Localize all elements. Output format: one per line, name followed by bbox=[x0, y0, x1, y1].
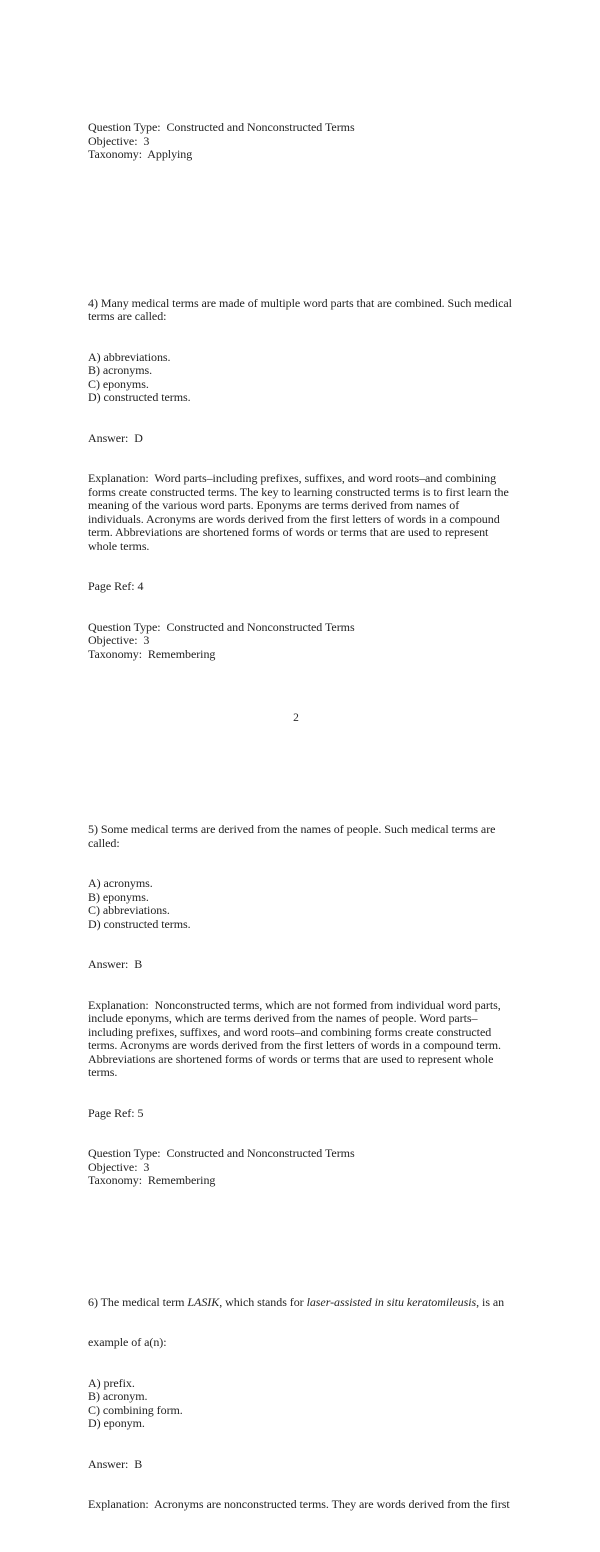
text-line: B) acronym. bbox=[88, 1389, 148, 1403]
blank-line bbox=[88, 729, 514, 743]
text-line: C) eponyms. bbox=[88, 376, 149, 391]
stem-text: 6) The medical term bbox=[88, 1294, 188, 1309]
question-4-block bbox=[88, 270, 514, 689]
question-4-explanation bbox=[88, 472, 514, 553]
text-line: Objective: 3 bbox=[88, 633, 150, 647]
text-line: including prefixes, suffixes, and word roots–and combining forms create constructed bbox=[88, 1024, 492, 1039]
text-line: meaning of the various word parts. Eponyms are terms derived from names of bbox=[88, 498, 460, 512]
text-line: Question Type: Constructed and Nonconstructed Terms bbox=[88, 1146, 355, 1160]
stem-text: , is an bbox=[476, 1294, 505, 1309]
text-line: Question Type: Constructed and Nonconstructed Terms bbox=[88, 619, 355, 634]
question-6-block bbox=[88, 1269, 514, 1539]
stem-italic-phrase: laser-assisted in situ keratomileusis bbox=[306, 1294, 477, 1309]
text-line: Objective: 3 bbox=[88, 133, 150, 148]
text-line: forms create constructed terms. The key to learning constructed terms is to first learn the bbox=[88, 484, 509, 499]
text-line: Explanation: Nonconstructed terms, which are not formed from individual word parts, bbox=[88, 997, 501, 1012]
text-line: terms. bbox=[88, 1065, 118, 1079]
question-6-choices bbox=[88, 1377, 514, 1431]
question-6-stem-line-2: example of a(n): bbox=[88, 1335, 167, 1349]
question-4-answer: Answer: D bbox=[88, 430, 143, 445]
question-5-stem bbox=[88, 823, 514, 850]
text-line: Question Type: Constructed and Nonconstructed Terms bbox=[88, 120, 355, 134]
question-5-choices bbox=[88, 877, 514, 931]
text-line: D) constructed terms. bbox=[88, 916, 191, 931]
text-line: include eponyms, which are terms derived from the names of people. Word parts– bbox=[88, 1011, 478, 1025]
text-line: terms are called: bbox=[88, 309, 167, 323]
text-line: C) abbreviations. bbox=[88, 903, 170, 917]
text-line: Taxonomy: Applying bbox=[88, 147, 193, 161]
blank-line bbox=[88, 202, 514, 216]
question-4-page-ref: Page Ref: 4 bbox=[88, 579, 144, 593]
text-line: A) abbreviations. bbox=[88, 349, 171, 364]
question-4-choices bbox=[88, 351, 514, 405]
question-5-answer: Answer: B bbox=[88, 957, 143, 971]
text-line: D) constructed terms. bbox=[88, 390, 191, 404]
question-4-meta bbox=[88, 621, 514, 662]
question-6-answer: Answer: B bbox=[88, 1456, 143, 1471]
question-6-explanation bbox=[88, 1498, 514, 1512]
text-line: Taxonomy: Remembering bbox=[88, 1173, 216, 1187]
text-line: Objective: 3 bbox=[88, 1159, 150, 1174]
text-line: Explanation: Acronyms are nonconstructed terms. They are words derived from the first bbox=[88, 1497, 510, 1511]
question-5-meta bbox=[88, 1147, 514, 1188]
text-line: 5) Some medical terms are derived from the names of people. Such medical terms are bbox=[88, 822, 496, 836]
meta-header-block bbox=[88, 121, 514, 162]
text-line: D) eponym. bbox=[88, 1416, 145, 1430]
text-line: 4) Many medical terms are made of multiple word parts that are combined. Such medical bbox=[88, 295, 512, 310]
text-line: Explanation: Word parts–including prefixes, suffixes, and word roots–and combining bbox=[88, 471, 497, 485]
text-line: A) prefix. bbox=[88, 1375, 135, 1390]
question-5-page-ref: Page Ref: 5 bbox=[88, 1105, 144, 1120]
page-content bbox=[88, 67, 514, 1552]
text-line: term. Abbreviations are shortened forms of words or terms that are used to represent bbox=[88, 525, 489, 539]
text-line: terms. Acronyms are words derived from the first letters of words in a compound term. bbox=[88, 1038, 501, 1052]
text-line: called: bbox=[88, 835, 120, 850]
question-6-stem-line-1 bbox=[88, 1296, 514, 1310]
stem-text: , which stands for bbox=[219, 1294, 307, 1309]
text-line: Taxonomy: Remembering bbox=[88, 646, 216, 661]
stem-italic-term: LASIK bbox=[187, 1294, 220, 1309]
text-line: B) acronyms. bbox=[88, 363, 153, 377]
text-line: B) eponyms. bbox=[88, 889, 149, 904]
text-line: individuals. Acronyms are words derived from the first letters of words in a compound bbox=[88, 511, 500, 526]
page-number: 2 bbox=[293, 712, 299, 724]
question-4-stem bbox=[88, 297, 514, 324]
text-line: A) acronyms. bbox=[88, 876, 153, 890]
text-line: Abbreviations are shortened forms of words or terms that are used to represent whole bbox=[88, 1051, 494, 1066]
question-5-explanation bbox=[88, 999, 514, 1080]
question-5-block bbox=[88, 796, 514, 1215]
text-line: C) combining form. bbox=[88, 1402, 183, 1417]
text-line: whole terms. bbox=[88, 538, 150, 553]
